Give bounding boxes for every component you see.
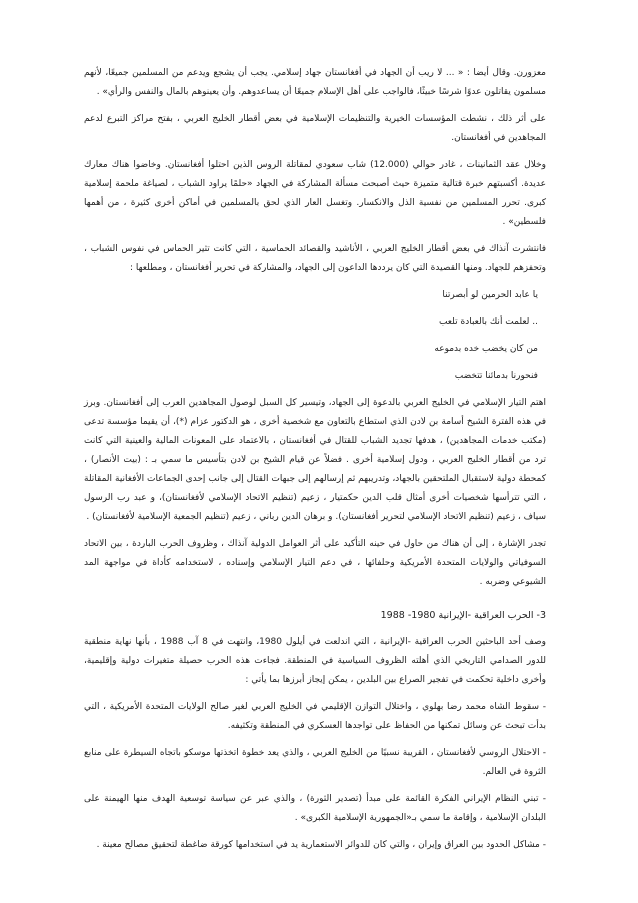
list-item: - تبني النظام الإيراني الفكرة القائمة على مبدأ (تصدير الثورة) ، والذي عبر عن سياسة توسعية الهدف منها الهيمنة على البلدان الإسلامية ، وإقامة ما سمي بـ«الجمهورية الإسلامية الكبرى» . [84, 794, 546, 823]
list-item: - سقوط الشاه محمد رضا بهلوي ، واختلال التوازن الإقليمي في الخليج العربي لغير صالح الولايات المتحدة الأمريكية ، التي بدأت تبحث عن وسائل تمكنها من الحفاظ على تواجدها العسكري في المنطقة وتكثيفه. [84, 702, 546, 731]
poem-line: .. لعلمت أنك بالعبادة تلعب [438, 317, 538, 327]
paragraph-war-description: وصف أحد الباحثين الحرب العراقية -الإيرانية ، التي اندلعت في أيلول 1980، وانتهت في 8 آب 1988 ، بأنها نهاية منطقية للدور الصدامي التاريخي الذي أهلته الظروف السياسية في المنطقة. فجاءت هذه الحرب حصيلة متغيرات دولية وإقليمية، وأخرى داخلية تحكمت في تفجير الصراع بين البلدين ، يمكن إيجاز أبرزها بما يأتي : [84, 637, 546, 685]
paragraph-saudi-youth: وخلال عقد الثمانينات ، غادر حوالي (12.000) شاب سعودي لمقاتلة الروس الذين احتلوا أفغانستان. وخاضوا هناك معارك عديدة. أكسبتهم خبرة قتالية متميزة حيث أصبحت مسألة المشاركة في الجهاد «حلمًا يراود الشباب ، لصياغة ملحمة إسلامية كبرى. تحرر المسلمين من نفسية الذل والانكسار. وتغسل العار الذي لحق بالمسلمين في أماكن أخرى كثيرة ، من أهمها فلسطين» . [84, 160, 546, 227]
list-item: - الاحتلال الروسي لأفغانستان ، القريبة نسبيًا من الخليج العربي ، والذي يعد خطوة اتخذتها موسكو باتجاه السيطرة على منابع الثروة في العالم. [84, 748, 546, 777]
paragraph-quote-continuation: معزورن. وقال أيضا : « ... لا ريب أن الجهاد في أفغانستان جهاد إسلامي. يجب أن يشجع ويدعم من المسلمين جميعًا، لأنهم مسلمون يقاتلون عدوًا شرسًا خبيثًا، فالواجب على أهل الإسلام جميعًا أن يساعدوهم. وأن يعينوهم بالمال والنفس والرأي» . [84, 68, 546, 97]
paragraph-charities: على أثر ذلك ، نشطت المؤسسات الخيرية والتنظيمات الإسلامية في بعض أقطار الخليج العربي ، بفتح مراكز التبرع لدعم المجاهدين في أفغانستان. [84, 114, 546, 143]
section-heading: 3- الحرب العراقية -الإيرانية 1980- 1988 [380, 610, 546, 621]
list-item: - مشاكل الحدود بين العراق وإيران ، والتي كان للدوائر الاستعمارية يد في استخدامها كورقة ضاغطة لتحقيق مصالح معينة . [96, 840, 546, 850]
paragraph-islamic-current: اهتم التيار الإسلامي في الخليج العربي بالدعوة إلى الجهاد، وتيسير كل السبل لوصول المجاهدين العرب إلى أفغانستان. وبرز في هذه الفترة الشيخ أسامة بن لادن الذي استطاع بالتعاون مع شخصية أخرى ، هو الدكتور عزام (*)، أن يقيما مؤسسة تدعى (مكتب خدمات المجاهدين) ، هدفها تجديد الشباب للقتال في أفغانستان ، بالاعتماد على المعونات المالية والعينية التي كانت ترد من أقطار الخليج العربي ، ودول إسلامية أخرى . فضلاً عن قيام الشيخ بن لادن بتأسيس ما سمي بـ : (بيت الأنصار) ، كمحطة دولية لاستقبال الملتحقين بالجهاد، وتدريبهم ثم إرسالهم إلى جبهات القتال إلى جانب إحدى الجماعات الأفغانية المقاتلة ، التي تترأسها شخصيات أخرى أمثال قلب الدين حكمتيار ، زعيم (تنظيم الاتحاد الإسلامي لأفغانستان)، و عبد رب الرسول سياف ، زعيم (تنظيم الاتحاد الإسلامي لتحرير أفغانستان). و برهان الدين رباني ، زعيم (تنظيم الجمعية الإسلامية لأفغانستان) . [84, 398, 546, 522]
poem-line: يا عابد الحرمين لو أبصرتنا [442, 290, 538, 300]
paragraph-anthems: فانتشرت آنذاك في بعض أقطار الخليج العربي ، الأناشيد والقصائد الحماسية ، التي كانت تثير الحماس في نفوس الشباب ، وتحفزهم للجهاد. ومنها القصيدة التي كان يرددها الداعون إلى الجهاد، والمشاركة في تحرير أفغانستان ، ومطلعها : [84, 244, 546, 273]
poem-line: من كان يخضب خده بدموعه [434, 344, 538, 354]
poem [84, 286, 546, 386]
poem-line: فنحورنا بدمائنا تتخضب [454, 371, 538, 381]
paragraph-cold-war: تجدر الإشارة ، إلى أن هناك من حاول في حينه التأكيد على أثر العوامل الدولية آنذاك ، وظروف الحرب الباردة ، بين الاتحاد السوفياتي والولايات المتحدة الأمريكية وحلفائها ، في دعم التيار الإسلامي وإسناده ، لاستخدامه كأداة في مواجهة المد الشيوعي وضربه . [84, 539, 546, 587]
